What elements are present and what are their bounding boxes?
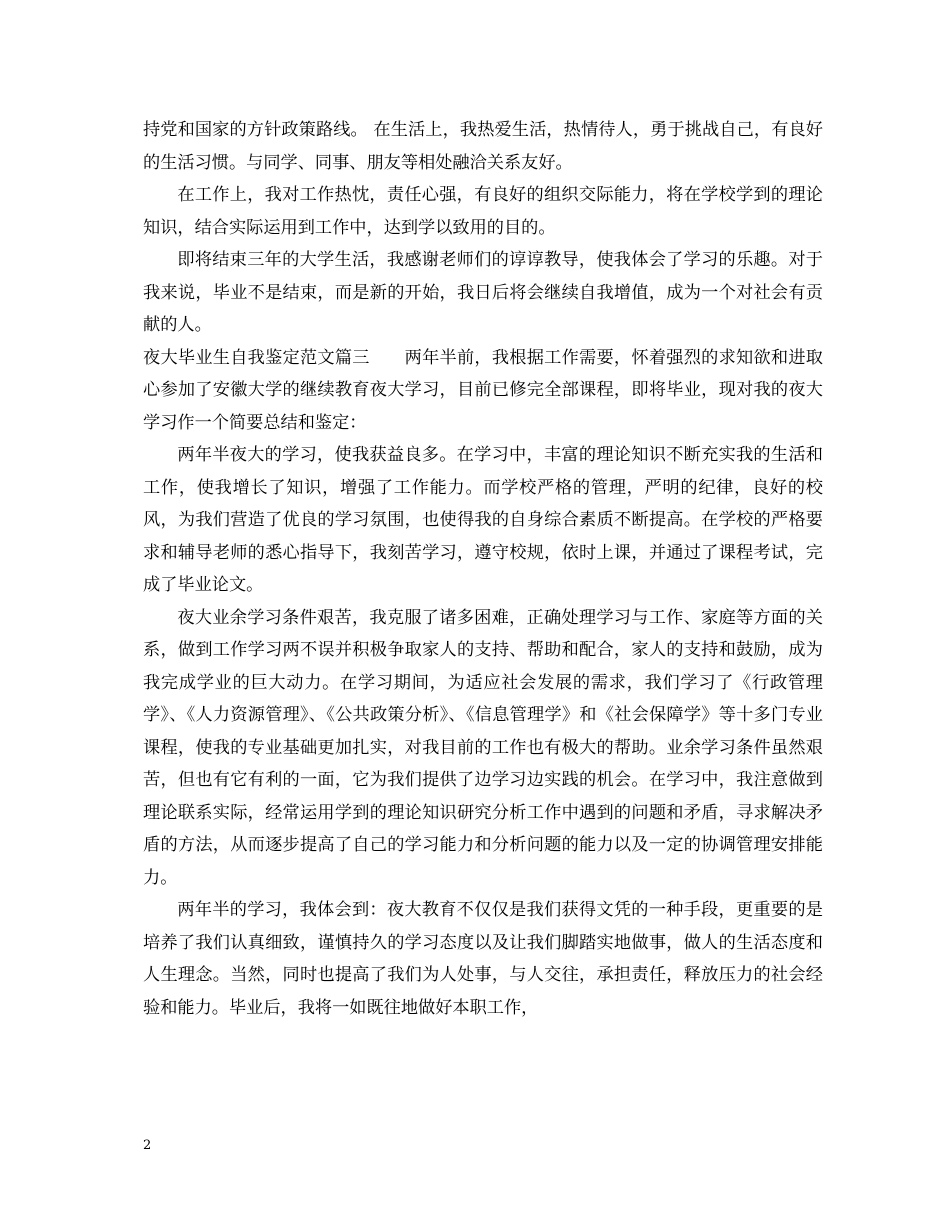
paragraph-3: 即将结束三年的大学生活，我感谢老师们的谆谆教导，使我体会了学习的乐趣。对于我来说，毕业不是结束，而是新的开始，我日后将会继续自我增值，成为一个对社会有贡献的人。 bbox=[143, 250, 823, 335]
paragraph-6: 夜大业余学习条件艰苦，我克服了诸多困难，正确处理学习与工作、家庭等方面的关系，做到工作学习两不误并积极争取家人的支持、帮助和配合，家人的支持和鼓励，成为我完成学业的巨大动力。在学习期间，为适应社会发展的需求，我们学习了《行政管理学》、《人力资源管理》、《公共政策分析》、《信息管理学》和《社会保障学》等十多门专业课程，使我的专业基础更加扎实，对我目前的工作也有极大的帮助。业余学习条件虽然艰苦，但也有它有利的一面，它为我们提供了边学习边实践的机会。在学习中，我注意做到理论联系实际，经常运用学到的理论知识研究分析工作中遇到的问题和矛盾，寻求解决矛盾的方法，从而逐步提高了自己的学习能力和分析问题的能力以及一定的协调管理安排能力。 bbox=[143, 607, 823, 888]
paragraph-5: 两年半夜大的学习，使我获益良多。在学习中，丰富的理论知识不断充实我的生活和工作，使我增长了知识，增强了工作能力。而学校严格的管理，严明的纪律，良好的校风，为我们营造了优良的学习氛围，也使得我的自身综合素质不断提高。在学校的严格要求和辅导老师的悉心指导下，我刻苦学习，遵守校规，依时上课，并通过了课程考试，完成了毕业论文。 bbox=[143, 445, 823, 595]
paragraph-2: 在工作上，我对工作热忱，责任心强，有良好的组织交际能力，将在学校学到的理论知识，结合实际运用到工作中，达到学以致用的目的。 bbox=[143, 185, 823, 238]
paragraph-4-section-heading: 夜大毕业生自我鉴定范文篇三 两年半前，我根据工作需要，怀着强烈的求知欲和进取心参加了安徽大学的继续教育夜大学习，目前已修完全部课程，即将毕业，现对我的夜大学习作一个简要总结和鉴定： bbox=[143, 347, 823, 433]
body-text bbox=[143, 114, 823, 1024]
paragraph-1: 持党和国家的方针政策路线。 在生活上，我热爱生活，热情待人，勇于挑战自己，有良好的生活习惯。与同学、同事、朋友等相处融洽关系友好。 bbox=[143, 120, 823, 173]
paragraph-7: 两年半的学习，我体会到：夜大教育不仅仅是我们获得文凭的一种手段，更重要的是培养了我们认真细致，谨慎持久的学习态度以及让我们脚踏实地做事，做人的生活态度和人生理念。当然，同时也提高了我们为人处事，与人交往，承担责任，释放压力的社会经验和能力。毕业后，我将一如既往地做好本职工作， bbox=[143, 900, 823, 1018]
page-number: 2 bbox=[143, 1138, 152, 1153]
